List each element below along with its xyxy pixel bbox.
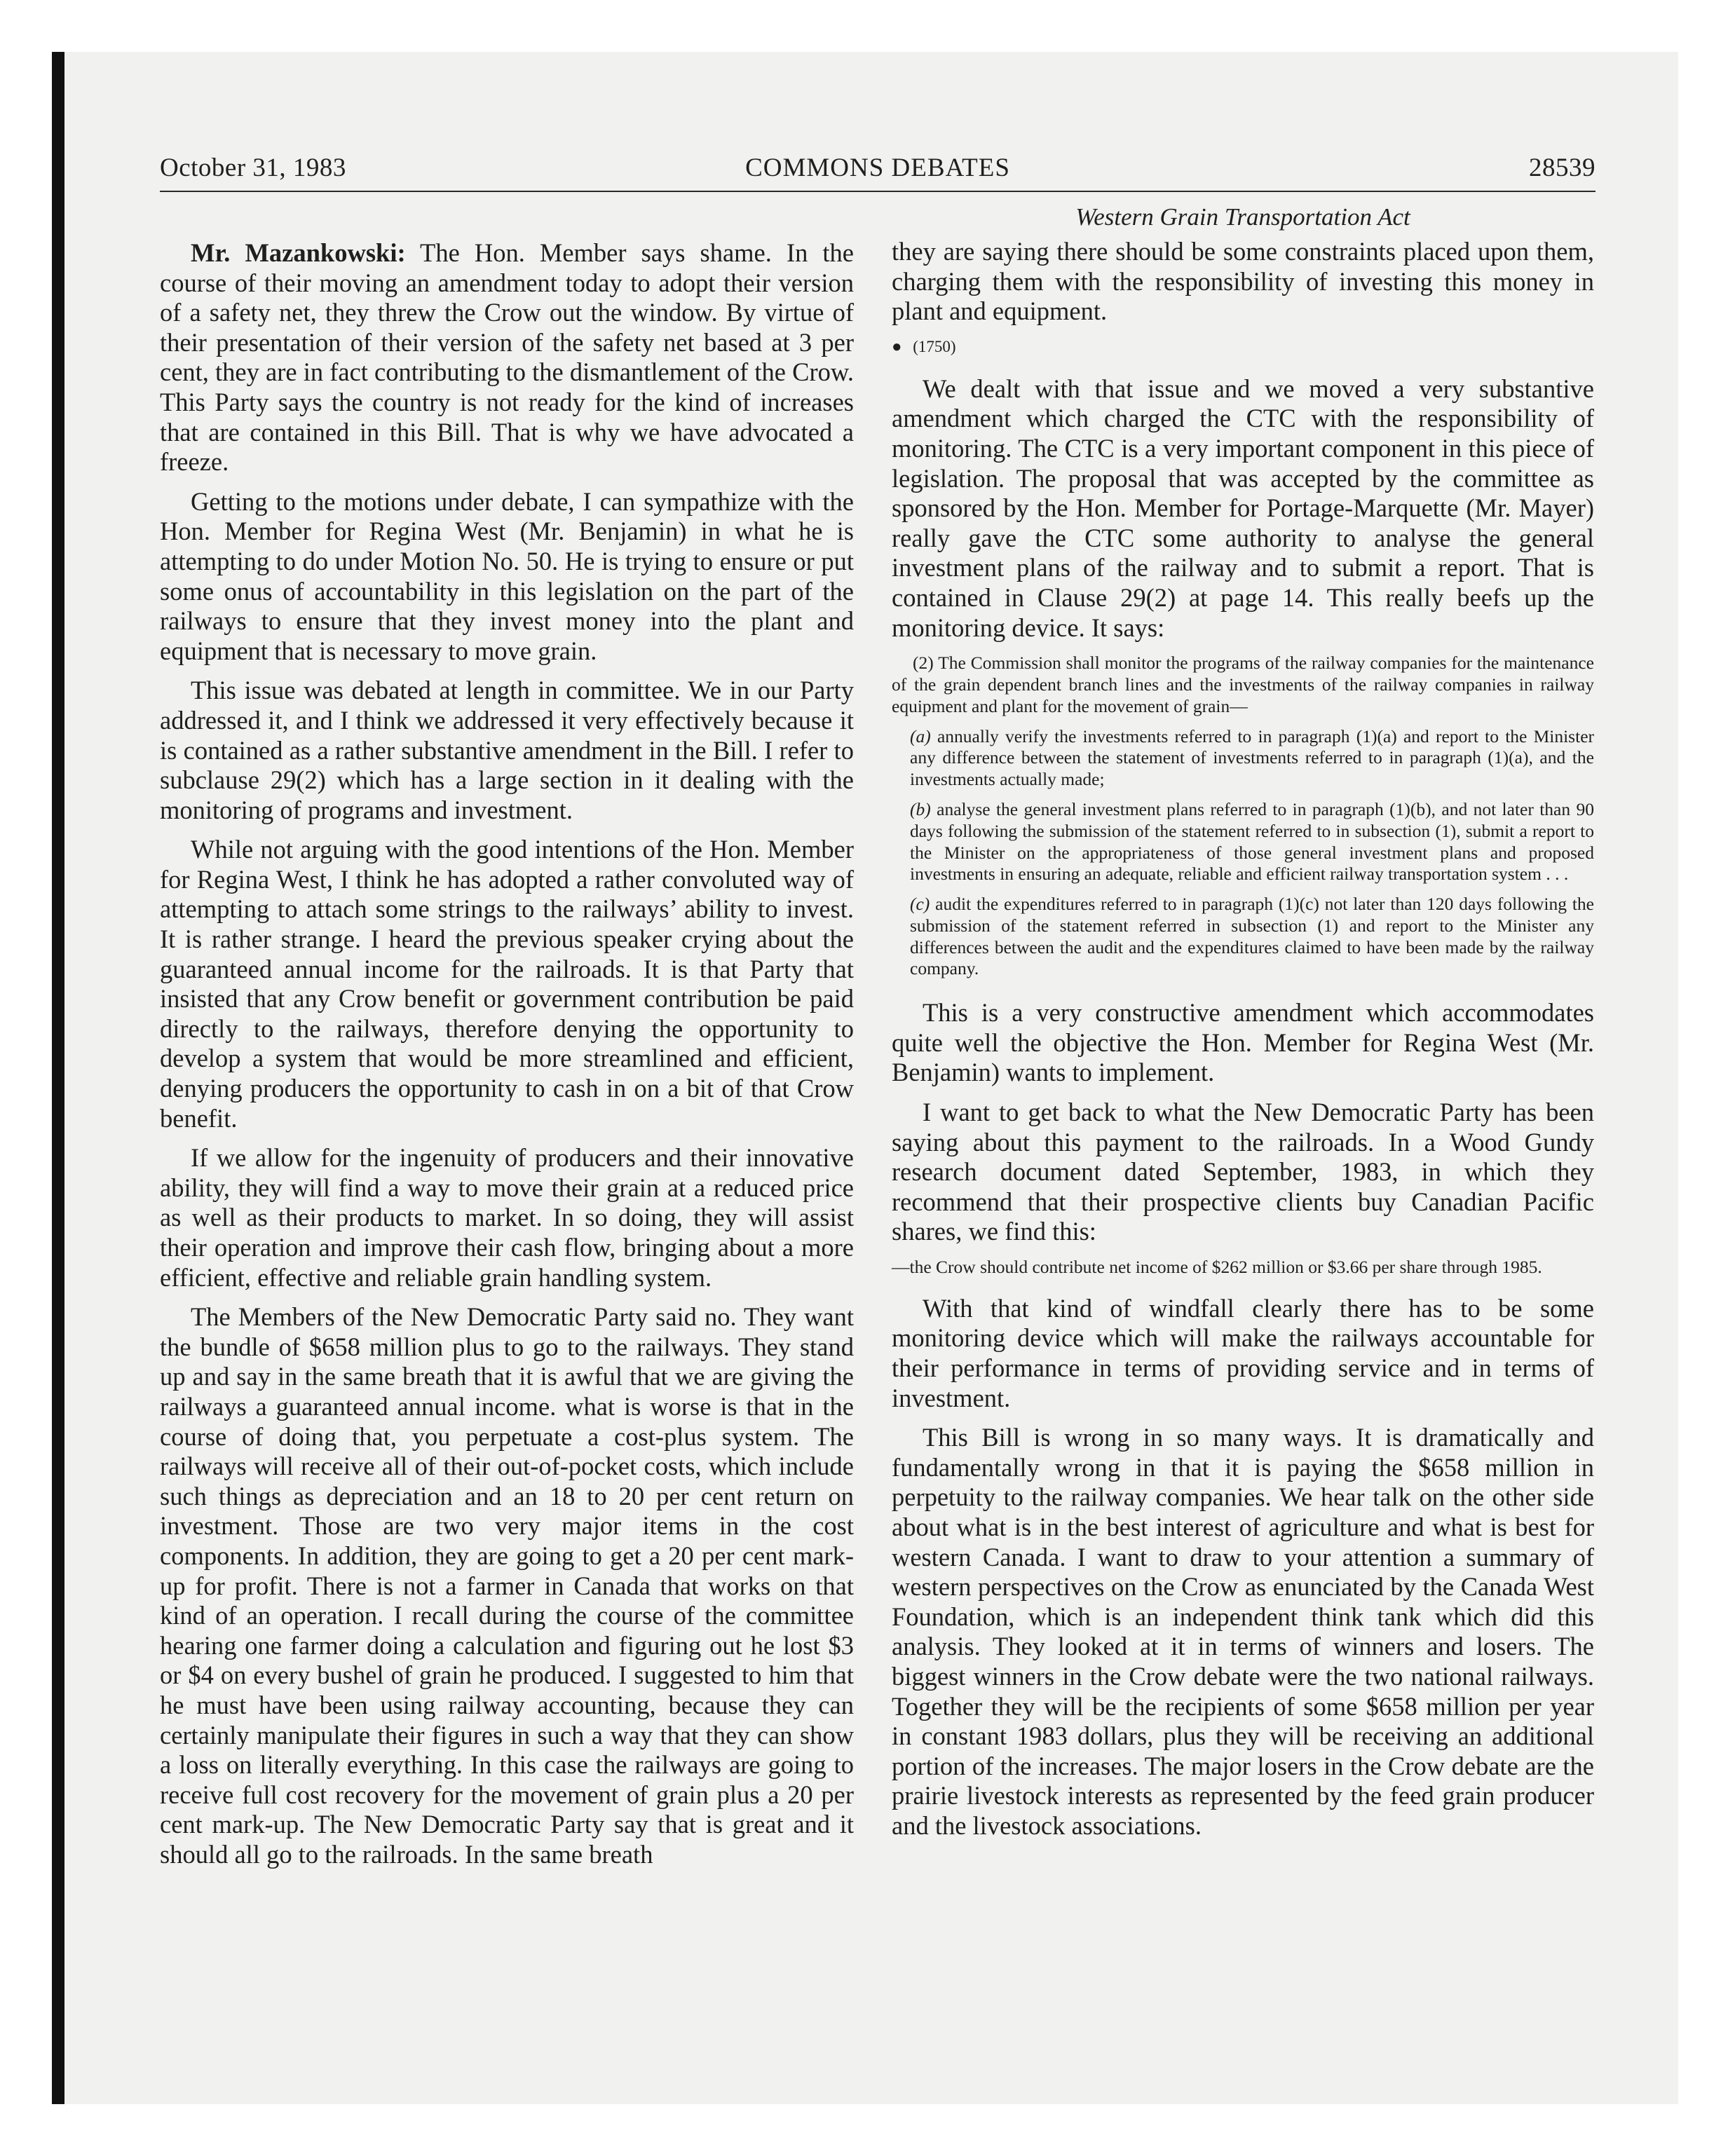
left-column (160, 238, 854, 1879)
quoted-subclause-a (910, 726, 1594, 791)
scan-edge-bar (52, 52, 64, 2104)
paragraph-text: The Hon. Member says shame. In the course of their moving an amendment today to adopt their version of a safety net, they threw the Crow out the window. By virtue of their presentation of their version of the safety net based at 3 per cent, they are in fact contributing to the dismantlement of the Crow. This Party says the country is not ready for the kind of increases that are contained in this Bill. That is why we have advocated a freeze. (160, 238, 854, 477)
right-column (892, 202, 1594, 1851)
paragraph: Getting to the motions under debate, I can sympathize with the Hon. Member for Regina West (Mr. Benjamin) in what he is attempting to do under Motion No. 50. He is trying to ensure or put some onus of accountability in this legislation on the part of the railways to ensure that they invest money into the plant and equipment that is necessary to move grain. (160, 486, 854, 665)
subclause-label: (c) (910, 894, 930, 915)
quoted-subclause-c (910, 894, 1594, 980)
paragraph: I want to get back to what the New Democratic Party has been saying about this payment to the railroads. In a Wood Gundy research document dated September, 1983, in which they recommend that their prospective clients buy Canadian Pacific shares, we find this: (892, 1098, 1594, 1246)
paragraph: they are saying there should be some constraints placed upon them, charging them with the responsibility of investing this money in plant and equipment. (892, 237, 1594, 326)
subclause-label: (b) (910, 798, 931, 819)
quoted-subclause-b (910, 799, 1594, 885)
header-title: COMMONS DEBATES (745, 153, 1010, 182)
time-marker (892, 336, 1594, 357)
quoted-excerpt: —the Crow should contribute net income of $262 million or $3.66 per share through 1985. (892, 1257, 1542, 1278)
page-header (160, 149, 1595, 192)
quoted-clause: (2) The Commission shall monitor the programs of the railway companies for the maintenance of the grain dependent branch lines and the investments of the railway companies in railway equipment and plant for the movement of grain— (892, 653, 1594, 716)
paragraph: With that kind of windfall clearly there has to be some monitoring device which will make the railways accountable for their performance in terms of providing service and in terms of investment. (892, 1293, 1594, 1412)
speaker-name: Mr. Mazankowski: (191, 238, 406, 267)
paragraph: This is a very constructive amendment which accommodates quite well the objective the Hon. Member for Regina West (Mr. Benjamin) wants to implement. (892, 998, 1594, 1087)
paragraph: This issue was debated at length in committee. We in our Party addressed it, and I think we addressed it very effectively because it is contained as a rather substantive amendment in the Bill. I refer to subclause 29(2) which has a large section in it dealing with the monitoring of programs and investment. (160, 676, 854, 824)
paragraph: While not arguing with the good intentions of the Hon. Member for Regina West, I think he has adopted a rather convoluted way of attempting to attach some strings to the railways’ ability to invest. It is rather strange. I heard the previous speaker crying about the guaranteed annual income for the railroads. It is that Party that insisted that any Crow benefit or government contribution be paid directly to the railways, therefore denying the opportunity to develop a system that would be more streamlined and efficient, denying producers the opportunity to cash in on a bit of that Crow benefit. (160, 835, 854, 1133)
paragraph (160, 238, 854, 477)
paragraph: We dealt with that issue and we moved a very substantive amendment which charged the CTC with the responsibility of monitoring. The CTC is a very important component in this piece of legislation. The proposal that was accepted by the committee as sponsored by the Hon. Member for Portage-Marquette (Mr. Mayer) really gave the CTC some authority to analyse the general investment plans of the railway and to submit a report. That is contained in Clause 29(2) at page 14. This really beefs up the monitoring device. It says: (892, 374, 1594, 642)
subclause-text: annually verify the investments referred to in paragraph (1)(a) and report to the Minister any difference between the statement of investments referred to in paragraph (1)(a), and the investments actually made; (910, 725, 1594, 790)
header-page-number: 28539 (1529, 153, 1595, 182)
paragraph: If we allow for the ingenuity of producers and their innovative ability, they will find a way to move their grain at a reduced price as well as their products to market. In so doing, they will assist their operation and improve their cash flow, bringing about a more efficient, effective and reliable grain handling system. (160, 1143, 854, 1292)
paragraph: This Bill is wrong in so many ways. It is dramatically and fundamentally wrong in that it is paying the $658 million in perpetuity to the railway companies. We hear talk on the other side about what is in the best interest of agriculture and what is best for western Canada. I want to draw to your attention a summary of western perspectives on the Crow as enunciated by the Canada West Foundation, which is an independent think tank which did this analysis. They looked at it in terms of winners and losers. The biggest winners in the Crow debate were the two national railways. Together they will be the recipients of some $658 million per year in constant 1983 dollars, plus they will be receiving an additional portion of the increases. The major losers in the Crow debate are the prairie livestock interests as represented by the feed grain producer and the livestock associations. (892, 1423, 1594, 1840)
subclause-text: analyse the general investment plans referred to in paragraph (1)(b), and not later than 90 days following the submission of the statement referred to in subsection (1), submit a report to the Minister on the appropriateness of those general investment plans and proposed investments in ensuring an adequate, reliable and efficient railway transportation system . . . (910, 798, 1594, 885)
subclause-label: (a) (910, 725, 931, 746)
running-head: Western Grain Transportation Act (1075, 203, 1410, 231)
paragraph: The Members of the New Democratic Party said no. They want the bundle of $658 million plus to go to the railways. They stand up and say in the same breath that it is awful that we are giving the railways a guaranteed annual income. what is worse is that in the course of doing that, you perpetuate a cost-plus system. The railways will receive all of their out-of-pocket costs, which include such things as depreciation and an 18 to 20 per cent return on investment. Those are two very major items in the cost components. In addition, they are going to get a 20 per cent mark-up for profit. There is not a farmer in Canada that works on that kind of an operation. I recall during the course of the committee hearing one farmer doing a calculation and figuring out he lost $3 or $4 on every bushel of grain he produced. I suggested to him that he must have been using railway accounting, because they can certainly manipulate their figures in such a way that they can show a loss on literally everything. In this case the railways are going to receive full cost recovery for the movement of grain plus a 20 per cent mark-up. The New Democratic Party say that is great and it should all go to the railroads. In the same breath (160, 1302, 854, 1869)
time-marker-text: (1750) (913, 337, 956, 355)
header-date: October 31, 1983 (160, 153, 346, 182)
subclause-text: audit the expenditures referred to in paragraph (1)(c) not later than 120 days following the submission of the statement referred in subsection (1) and report to the Minister any differences between the audit and the expenditures claimed to have been made by the railway company. (910, 894, 1594, 979)
bullet-icon: ● (892, 337, 902, 356)
